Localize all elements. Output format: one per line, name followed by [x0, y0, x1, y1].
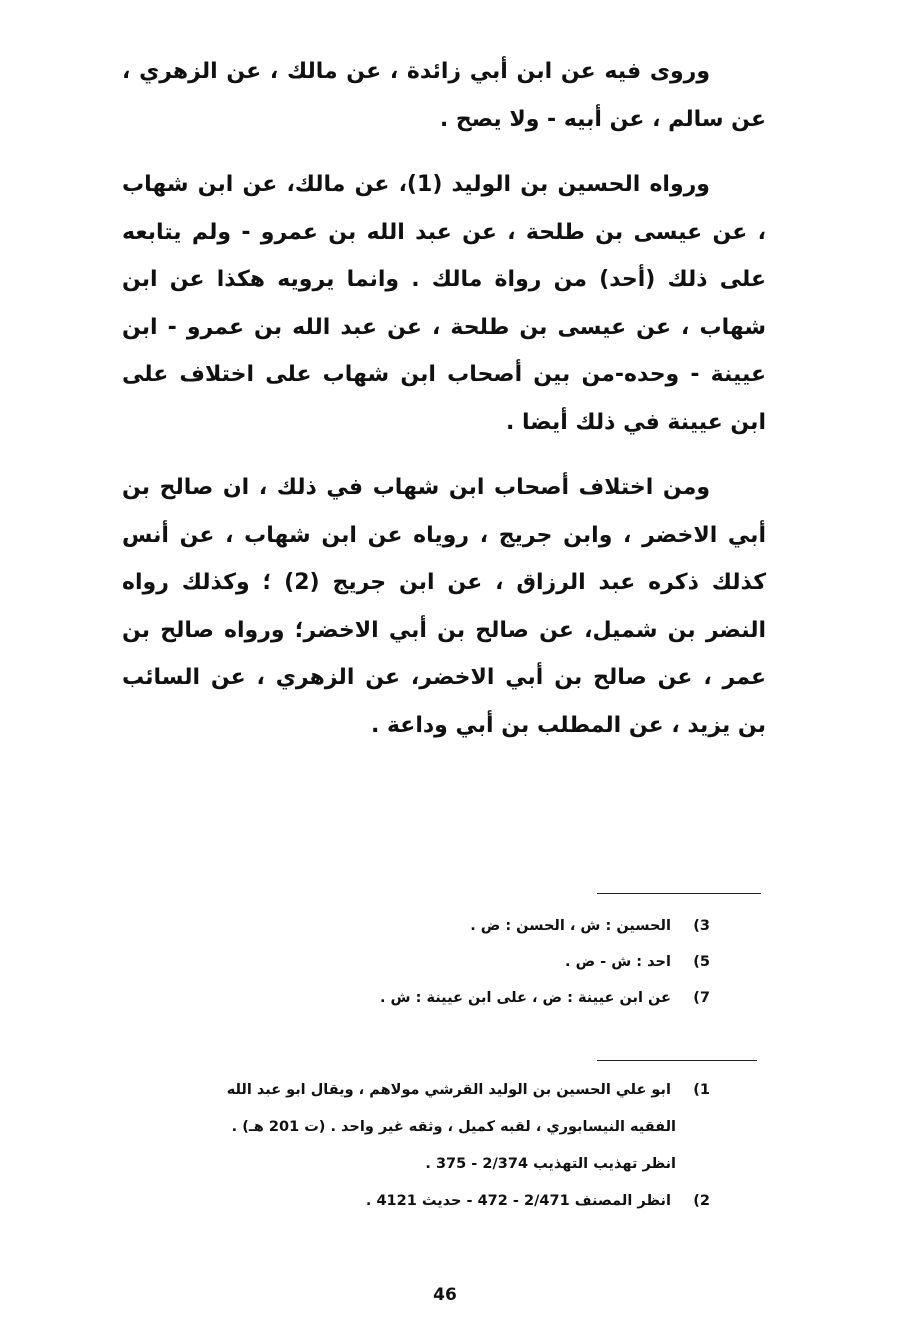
footnote-item — [110, 1183, 710, 1220]
main-text — [122, 48, 766, 749]
variants-divider — [597, 893, 761, 894]
variant-text: احد : ش - ض . — [565, 954, 671, 970]
variant-readings — [290, 908, 710, 1016]
variant-number: 3) — [693, 918, 710, 934]
paragraph: ومن اختلاف أصحاب ابن شهاب في ذلك ، ان صالح بن أبي الاخضر ، وابن جريج ، روياه عن ابن شهاب ، عن أنس كذلك ذكره عبد الرزاق ، عن ابن جريج (2) ؛ وكذلك رواه النضر بن شميل، عن صالح بن أبي الاخضر؛ ورواه صالح بن عمر ، عن صالح بن أبي الاخضر، عن الزهري ، عن السائب بن يزيد ، عن المطلب بن أبي وداعة . — [122, 475, 767, 738]
footnote-number: 1) — [693, 1082, 710, 1098]
footnote-continuation: الفقيه النيسابوري ، لقبه كميل ، وثقه غير واحد . (ت 201 هـ) . — [231, 1119, 676, 1135]
footnote-text: ابو علي الحسين بن الوليد القرشي مولاهم ، ويقال ابو عبد الله — [226, 1082, 671, 1098]
footnotes-divider — [597, 1060, 757, 1061]
page-number: 46 — [433, 1285, 457, 1305]
variant-item — [290, 944, 710, 980]
variant-number: 7) — [693, 990, 710, 1006]
footnote-item — [110, 1072, 710, 1109]
paragraph: وروى فيه عن ابن أبي زائدة ، عن مالك ، عن الزهري ، عن سالم ، عن أبيه - ولا يصح . — [122, 59, 766, 132]
footnote-number: 2) — [693, 1193, 710, 1209]
variant-item — [290, 908, 710, 944]
variant-text: الحسين : ش ، الحسن : ض . — [470, 918, 671, 934]
footnote-reference: انظر تهذيب التهذيب 2/374 - 375 . — [425, 1156, 676, 1172]
variant-text: عن ابن عيينة : ض ، على ابن عيينة : ش . — [379, 990, 671, 1006]
variant-item — [290, 980, 710, 1016]
paragraph: ورواه الحسين بن الوليد (1)، عن مالك، عن ابن شهاب ، عن عيسى بن طلحة ، عن عبد الله بن عمرو - ولم يتابعه على ذلك (أحد) من رواة مالك . وانما يرويه هكذا عن ابن شهاب ، عن عيسى بن طلحة ، عن عبد الله بن عمرو - ابن عيينة - وحده-من بين أصحاب ابن شهاب على اختلاف على ابن عيينة في ذلك أيضا . — [122, 172, 766, 435]
footnote-text: انظر المصنف 2/471 - 472 - حديث 4121 . — [365, 1193, 671, 1209]
variant-number: 5) — [693, 954, 710, 970]
footnotes — [110, 1072, 710, 1220]
